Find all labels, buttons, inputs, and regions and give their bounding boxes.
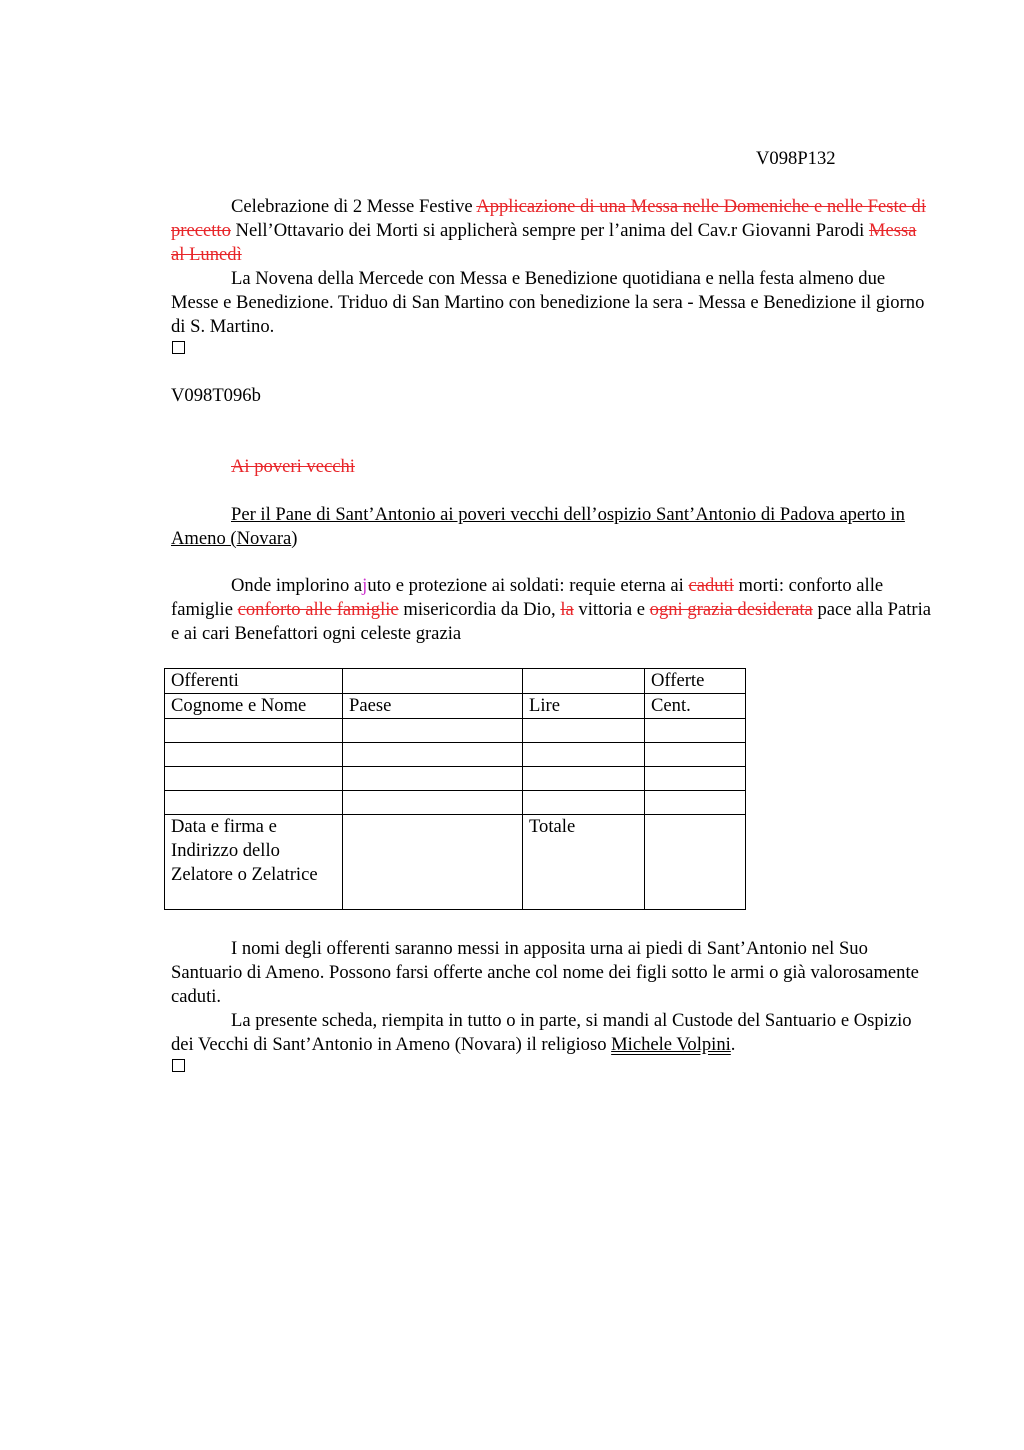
deleted-text: Applicazione di una Messa nelle Domeniche e nelle Feste di precetto: [171, 196, 926, 241]
table-cell: Paese: [343, 694, 523, 719]
table-cell-empty[interactable]: [645, 743, 746, 767]
table-cell-empty[interactable]: [343, 791, 523, 815]
table-cell-empty[interactable]: [343, 719, 523, 743]
paragraph-masses: Celebrazione di 2 Messe Festive Applicazione di una Messa nelle Domeniche e nelle Feste di precetto Nell’Ottavario dei Morti si applicherà sempre per l’anima del Cav.r Giovanni Parodi Messa al Lunedì: [171, 196, 926, 265]
table-cell-empty[interactable]: [165, 791, 343, 815]
table-cell-empty[interactable]: [645, 719, 746, 743]
table-cell-empty[interactable]: [645, 767, 746, 791]
deleted-text: Messa al Lunedì: [171, 220, 917, 265]
checkbox-empty[interactable]: [172, 1059, 185, 1072]
table-cell-empty[interactable]: [523, 767, 645, 791]
table-cell-empty[interactable]: [343, 815, 523, 910]
table-cell-empty[interactable]: [645, 791, 746, 815]
table-row: [165, 743, 746, 767]
table-cell-empty[interactable]: [343, 743, 523, 767]
paragraph-invocation: Onde implorino ajuto e protezione ai soldati: requie eterna ai caduti morti: conforto alle famiglie conforto alle famiglie misericordia da Dio, la vittoria e ogni grazia desiderata pace alla Patria e ai cari Benefattori ogni celeste grazia: [171, 575, 932, 644]
total-label: Totale: [523, 815, 645, 910]
deleted-heading: Ai poveri vecchi: [231, 456, 355, 477]
mass-celebration-section: [171, 195, 931, 339]
table-cell-empty[interactable]: [343, 767, 523, 791]
closing-section: [171, 937, 931, 1057]
table-cell-empty[interactable]: [523, 743, 645, 767]
table-header-row: [165, 669, 746, 694]
deleted-text: conforto alle famiglie: [237, 599, 399, 620]
paragraph-send-to: La presente scheda, riempita in tutto o in parte, si mandi al Custode del Santuario e Ospizio dei Vecchi di Sant’Antonio in Ameno (Novara) il religioso Michele Volpini.: [171, 1010, 912, 1055]
table-cell: [523, 669, 645, 694]
table-cell: Offerte: [645, 669, 746, 694]
total-value-cell[interactable]: [645, 815, 746, 910]
signature-label: Data e firma e Indirizzo dello Zelatore o Zelatrice: [165, 815, 343, 910]
paragraph-urn: I nomi degli offerenti saranno messi in apposita urna ai piedi di Sant’Antonio nel Suo Santuario di Ameno. Possono farsi offerte anche col nome dei figli sotto le armi o già valorosamente caduti.: [171, 938, 919, 1007]
table-footer-row: [165, 815, 746, 910]
table-row: [165, 719, 746, 743]
table-cell-empty[interactable]: [523, 719, 645, 743]
page-code: V098P132: [756, 148, 836, 169]
offerings-table: [164, 668, 746, 910]
table-cell: Lire: [523, 694, 645, 719]
checkbox-empty[interactable]: [172, 341, 185, 354]
table-cell: [343, 669, 523, 694]
deleted-text: caduti: [688, 575, 734, 596]
table-row: [165, 767, 746, 791]
section-code: V098T096b: [171, 385, 261, 406]
table-cell: Offerenti: [165, 669, 343, 694]
deleted-text: la: [560, 599, 574, 620]
custodian-name: Michele Volpini: [611, 1034, 731, 1055]
table-cell-empty[interactable]: [165, 743, 343, 767]
deleted-text: ogni grazia desiderata: [649, 599, 813, 620]
table-cell-empty[interactable]: [165, 719, 343, 743]
table-cell-empty[interactable]: [523, 791, 645, 815]
table-row: [165, 791, 746, 815]
table-header-row: [165, 694, 746, 719]
table-cell: Cognome e Nome: [165, 694, 343, 719]
paragraph-pane-antonio: Per il Pane di Sant’Antonio ai poveri vecchi dell’ospizio Sant’Antonio di Padova aperto in Ameno (Novara): [171, 504, 905, 549]
paragraph-novena: La Novena della Mercede con Messa e Benedizione quotidiana e nella festa almeno due Messe e Benedizione. Triduo di San Martino con benedizione la sera - Messa e Benedizione il giorno di S. Martino.: [171, 268, 925, 337]
table-cell-empty[interactable]: [165, 767, 343, 791]
table-cell: Cent.: [645, 694, 746, 719]
inserted-text: j: [362, 575, 368, 596]
